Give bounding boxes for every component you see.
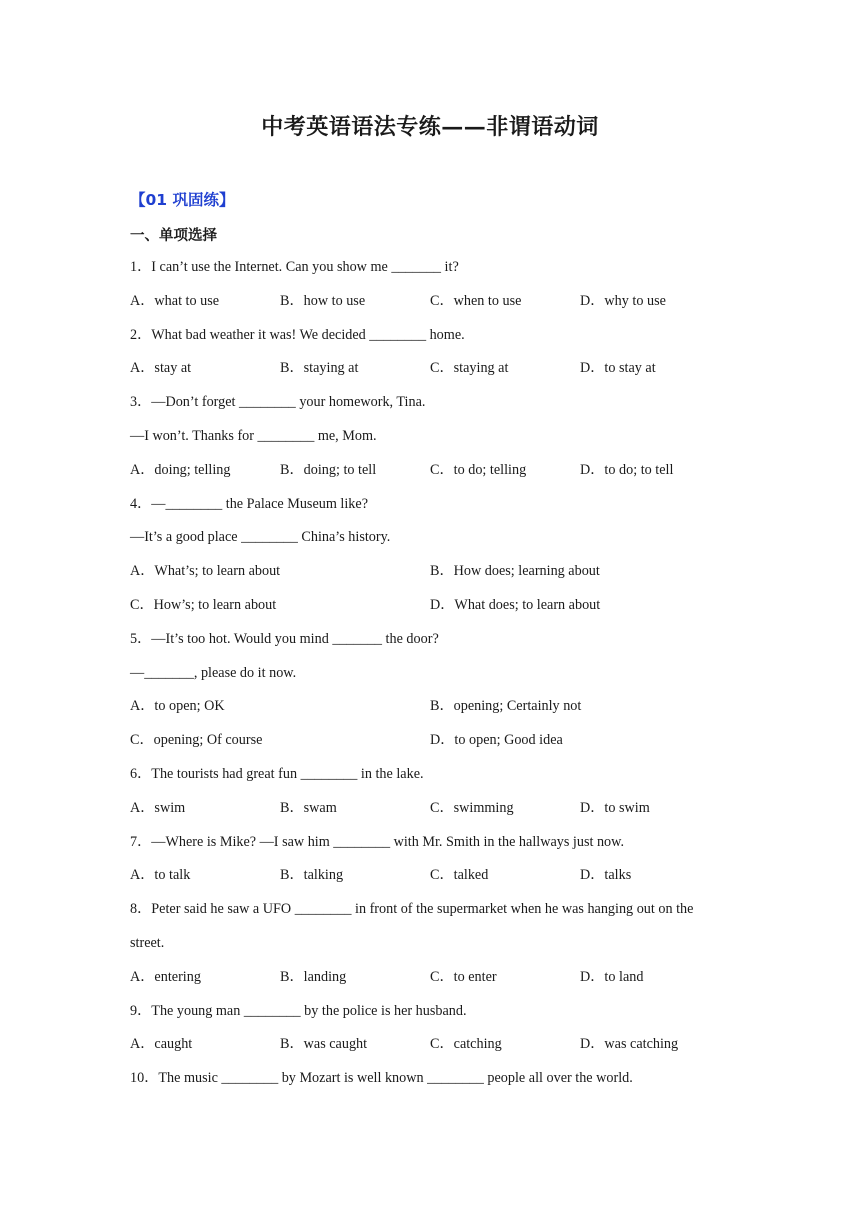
answer-option[interactable]: A．what to use xyxy=(130,292,220,309)
answer-option[interactable]: A．stay at xyxy=(130,360,192,377)
question-stem: 1．I can’t use the Internet. Can you show me _______ it? xyxy=(130,259,459,275)
question-stem: 10．The music ________ by Mozart is well known ________ people all over the world. xyxy=(130,1070,633,1087)
options-row xyxy=(130,859,750,893)
question-stem: 6．The tourists had great fun ________ in the lake. xyxy=(130,765,424,782)
options-row xyxy=(130,1028,750,1062)
answer-option[interactable]: A．to talk xyxy=(130,867,191,884)
answer-option[interactable]: B．opening; Certainly not xyxy=(430,698,582,715)
question-stem: 7．—Where is Mike? —I saw him ________ with Mr. Smith in the hallways just now. xyxy=(130,833,625,850)
answer-option[interactable]: A．to open; OK xyxy=(130,698,225,715)
answer-option[interactable]: C．talked xyxy=(430,867,489,884)
answer-option[interactable]: D．to land xyxy=(580,968,644,985)
answer-option[interactable]: C．to enter xyxy=(430,968,497,985)
answer-option[interactable]: A．swim xyxy=(130,799,186,816)
answer-option[interactable]: D．to do; to tell xyxy=(580,461,674,478)
answer-option[interactable]: A．What’s; to learn about xyxy=(130,563,281,580)
page-title: 中考英语语法专练——非谓语动词 xyxy=(261,114,599,140)
part-heading: 一、单项选择 xyxy=(130,228,217,244)
question-stem: —I won’t. Thanks for ________ me, Mom. xyxy=(130,427,377,444)
answer-option[interactable]: D．why to use xyxy=(580,292,666,309)
answer-option[interactable]: D．to stay at xyxy=(580,360,656,377)
question-stem: —_______, please do it now. xyxy=(130,664,297,681)
answer-option[interactable]: D．was catching xyxy=(580,1036,679,1053)
answer-option[interactable]: B．staying at xyxy=(280,360,359,377)
answer-option[interactable]: B．was caught xyxy=(280,1036,368,1053)
answer-option[interactable]: D．to swim xyxy=(580,799,650,816)
options-row xyxy=(130,961,750,995)
options-row xyxy=(130,792,750,826)
answer-option[interactable]: B．doing; to tell xyxy=(280,461,377,478)
question-stem: 2．What bad weather it was! We decided ________ home. xyxy=(130,326,465,343)
options-row xyxy=(130,285,750,319)
answer-option[interactable]: D．talks xyxy=(580,867,632,884)
question-stem: 8．Peter said he saw a UFO ________ in front of the supermarket when he was hanging out on the xyxy=(130,901,694,918)
answer-option[interactable]: B．landing xyxy=(280,968,347,985)
question-stem: 5．—It’s too hot. Would you mind _______ the door? xyxy=(130,630,439,647)
answer-option[interactable]: D．to open; Good idea xyxy=(430,732,563,749)
options-row xyxy=(130,454,750,488)
options-row xyxy=(130,589,750,623)
answer-option[interactable]: A．doing; telling xyxy=(130,461,231,478)
question-stem: 3．—Don’t forget ________ your homework, Tina. xyxy=(130,394,426,411)
answer-option[interactable]: D．What does; to learn about xyxy=(430,596,601,613)
section-heading: 【01 巩固练】 xyxy=(130,191,235,209)
answer-option[interactable]: C．opening; Of course xyxy=(130,732,263,749)
options-row xyxy=(130,690,750,724)
question-stem: —It’s a good place ________ China’s history. xyxy=(130,529,391,546)
answer-option[interactable]: B．swam xyxy=(280,799,337,816)
question-stem: street. xyxy=(130,934,165,951)
answer-option[interactable]: A．caught xyxy=(130,1036,193,1053)
options-row xyxy=(130,555,750,589)
answer-option[interactable]: C．swimming xyxy=(430,799,514,816)
answer-option[interactable]: A．entering xyxy=(130,968,201,985)
answer-option[interactable]: C．staying at xyxy=(430,360,509,377)
question-list xyxy=(130,251,750,1096)
question-stem: 9．The young man ________ by the police is her husband. xyxy=(130,1002,467,1019)
question-stem: 4．—________ the Palace Museum like? xyxy=(130,495,368,512)
options-row xyxy=(130,352,750,386)
answer-option[interactable]: C．to do; telling xyxy=(430,461,527,478)
answer-option[interactable]: C．when to use xyxy=(430,292,522,309)
answer-option[interactable]: C．catching xyxy=(430,1036,502,1053)
answer-option[interactable]: B．how to use xyxy=(280,292,366,309)
options-row xyxy=(130,724,750,758)
answer-option[interactable]: B．talking xyxy=(280,867,344,884)
answer-option[interactable]: B．How does; learning about xyxy=(430,563,600,580)
answer-option[interactable]: C．How’s; to learn about xyxy=(130,596,277,613)
